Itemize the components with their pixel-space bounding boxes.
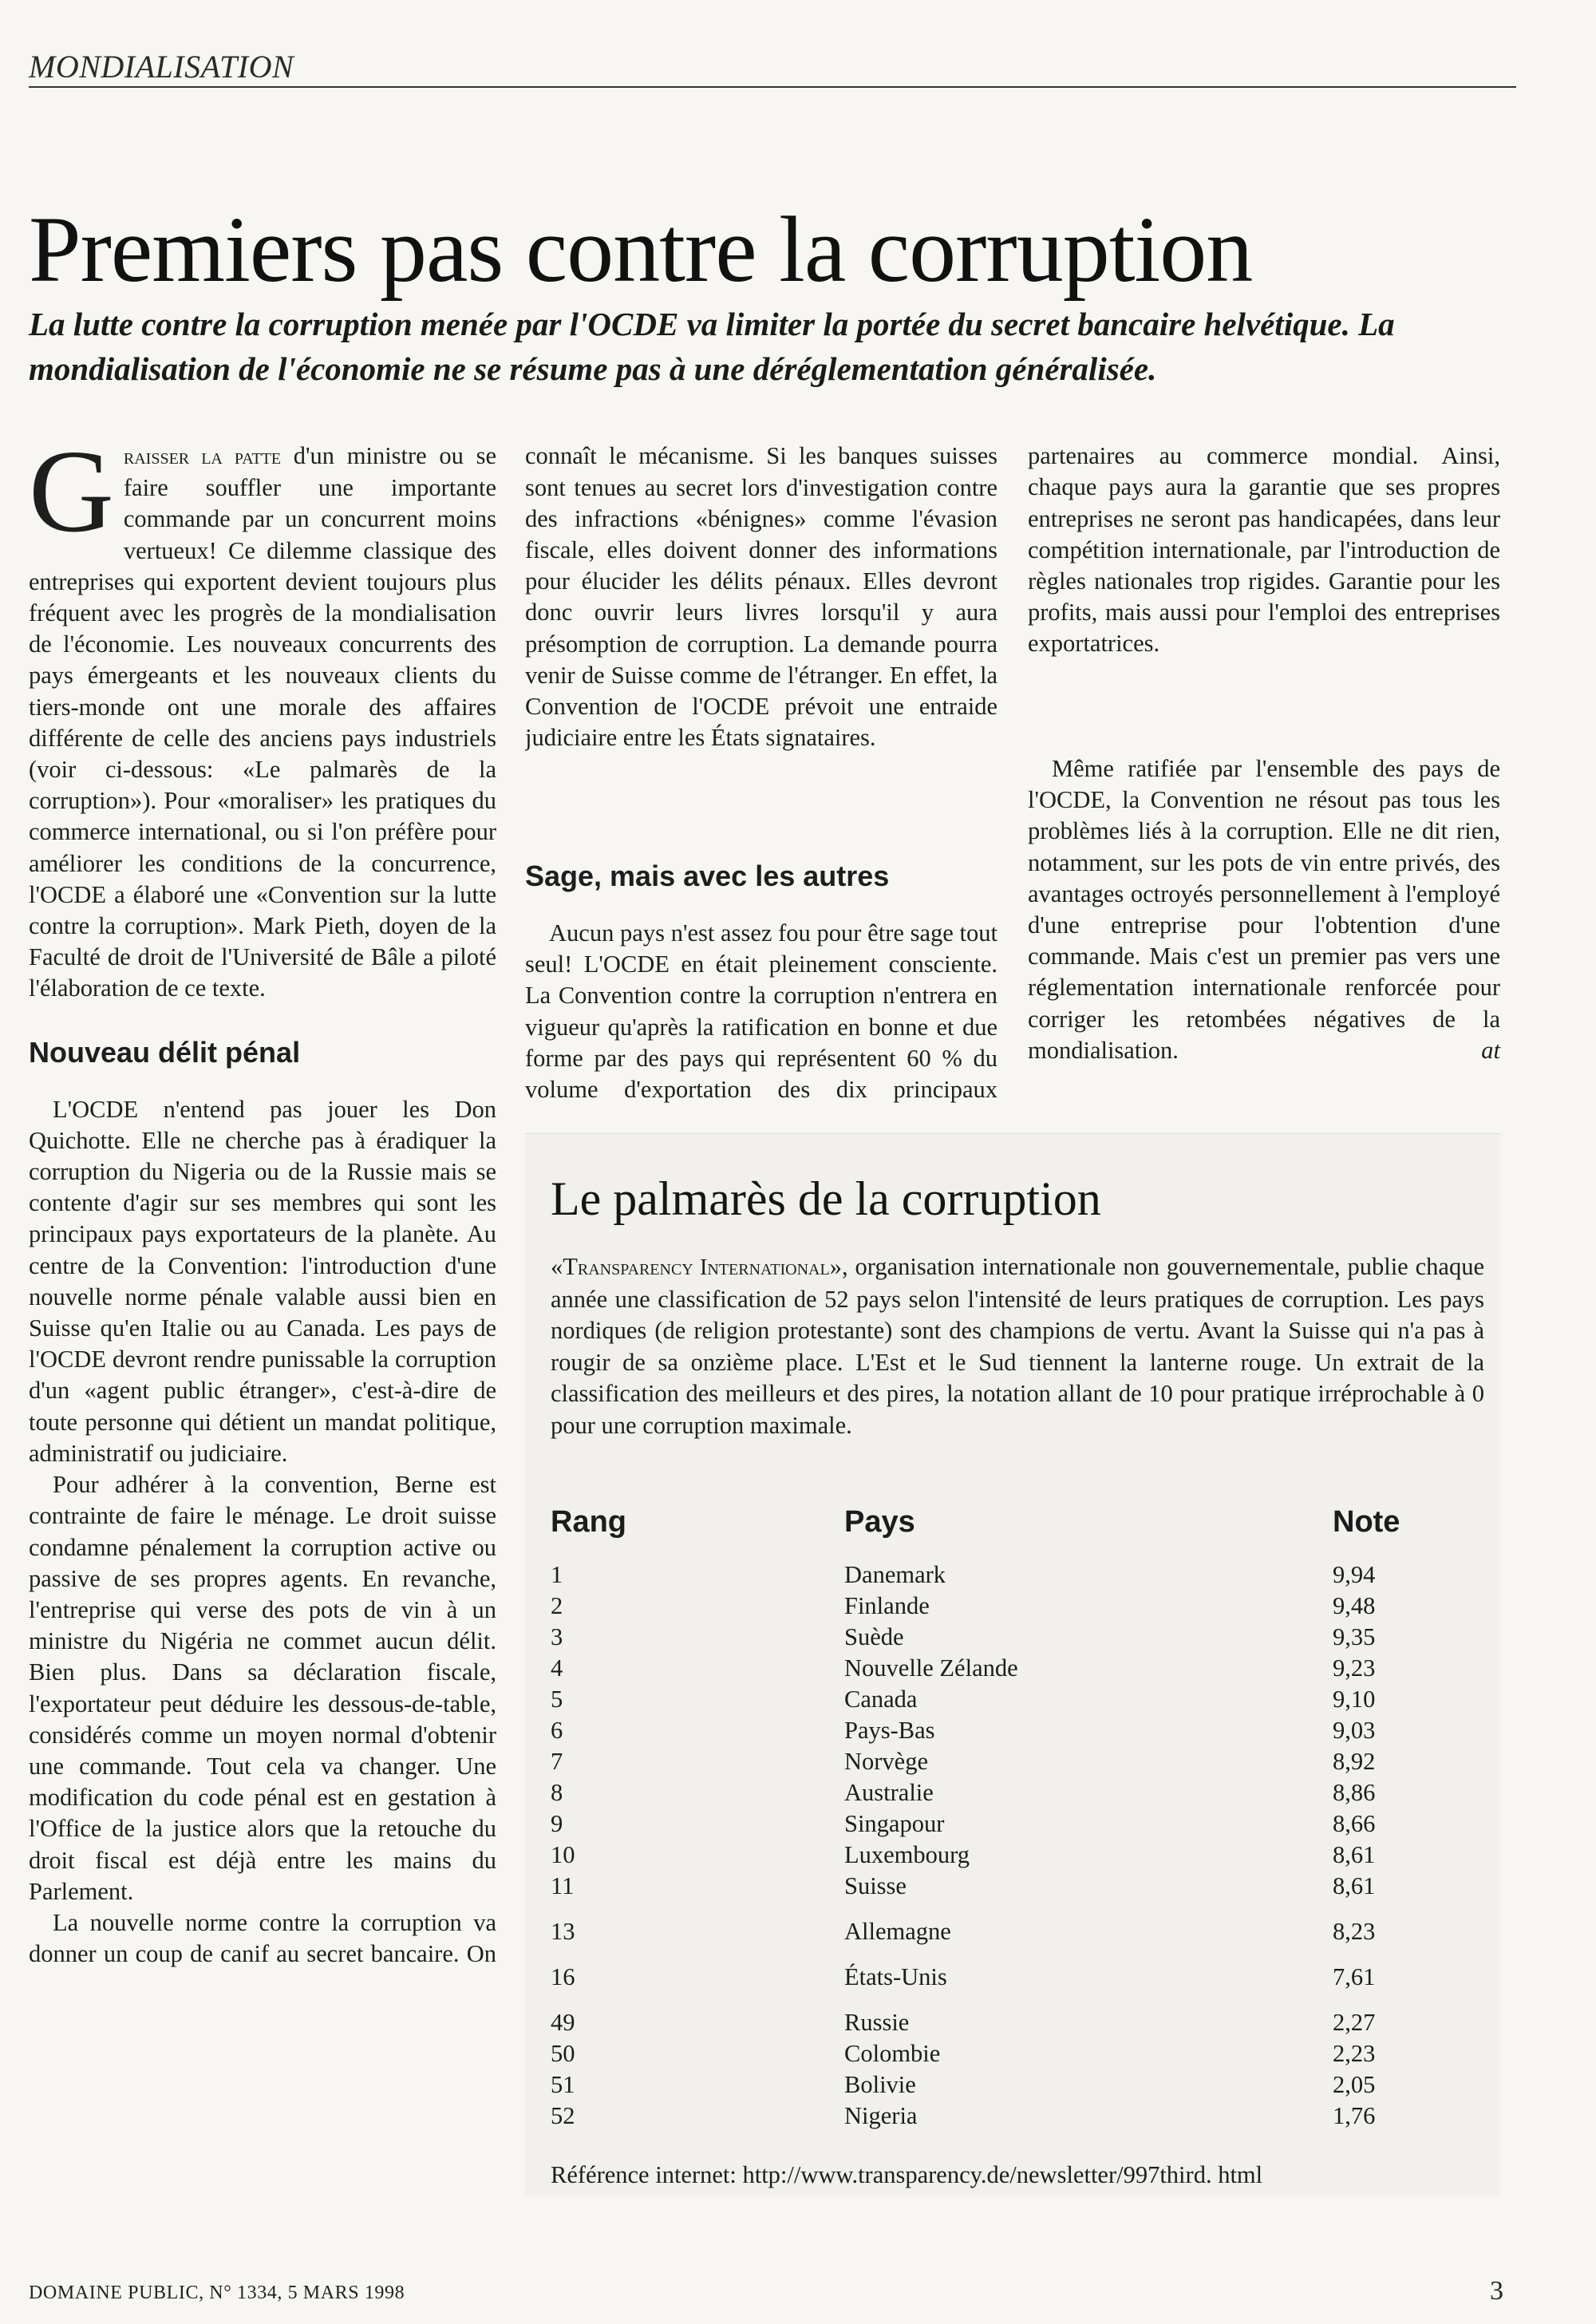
intro-organisation: ransparency International	[577, 1255, 830, 1280]
score-cell: 9,23	[1333, 1654, 1376, 1682]
table-row	[551, 1622, 1484, 1653]
country-cell: Danemark	[844, 1561, 946, 1588]
article-paragraph-4: La nouvelle norme contre la corruption va donner un coup de canif au secret bancaire. On	[29, 1908, 496, 1968]
header-rank: Rang	[551, 1504, 626, 1539]
article-paragraph-2: L'OCDE n'entend pas jouer les Don Quichotte. Elle ne cherche pas à éradiquer la corruption du Nigeria ou de la Russie mais se contente d'agir sur ses membres qui sont les principaux pays exportateurs de la planète. Au centre de la Convention: l'introduction d'une nouvelle norme pénale valable aussi bien en Suisse qu'en Italie ou au Canada. Les pays de l'OCDE devront rendre punissable la corruption d'un «agent public étranger», c'est-à-dire de toute personne qui détient un mandat politique, administratif ou judiciaire.	[29, 1095, 496, 1467]
score-cell: 2,23	[1333, 2040, 1376, 2067]
rank-cell: 10	[551, 1841, 575, 1868]
table-row	[551, 1559, 1484, 1591]
country-cell: Luxembourg	[844, 1841, 970, 1868]
ranking-header-row	[551, 1502, 1484, 1559]
article-paragraph-4-continued: connaît le mécanisme. Si les banques suisses sont tenues au secret lors d'investigation contre des infractions «bénignes» comme l'évasion fiscale, elles doivent donner des informations pour élucider les délits pénaux. Elles devront donc ouvrir leurs livres lorsqu'il y aura présomption de corruption. La demande pourra venir de Suisse comme de l'étranger. En effet, la Convention de l'OCDE prévoit une entraide judiciaire entre les États signataires.	[525, 442, 998, 752]
rank-cell: 9	[551, 1810, 563, 1837]
column-3-text-frame	[1028, 441, 1500, 753]
ranking-box-intro	[551, 1251, 1484, 1441]
article-paragraph-5-continued: partenaires au commerce mondial. Ainsi, chaque pays aura la garantie que ses propres entreprises ne seront pas handicapées, dans leur compétition internationale, par l'introduction de règles nationales trop rigides. Garantie pour les profits, mais aussi pour l'emploi des entreprises exportatrices.	[1028, 442, 1500, 658]
table-row	[551, 1746, 1484, 1777]
rank-cell: 16	[551, 1963, 575, 1990]
country-cell: Suède	[844, 1623, 904, 1650]
rank-cell: 7	[551, 1748, 563, 1775]
rank-cell: 8	[551, 1779, 563, 1806]
intro-quote-open: «T	[551, 1253, 578, 1280]
score-cell: 2,27	[1333, 2009, 1376, 2036]
article-paragraph-6	[1028, 753, 1500, 1066]
ranking-rows	[551, 1559, 1484, 2132]
rank-cell: 3	[551, 1623, 563, 1650]
table-row	[551, 1777, 1484, 1808]
rank-cell: 2	[551, 1592, 563, 1619]
rank-cell: 50	[551, 2040, 575, 2067]
section-label: MONDIALISATION	[29, 49, 294, 85]
score-cell: 8,92	[1333, 1748, 1376, 1775]
ranking-box-title: Le palmarès de la corruption	[551, 1172, 1101, 1225]
article-paragraph-1	[29, 426, 496, 1005]
table-row	[551, 1715, 1484, 1746]
small-caps-opening: raisser la patte	[123, 445, 282, 469]
rank-cell: 13	[551, 1918, 575, 1945]
table-row	[551, 1684, 1484, 1715]
score-cell: 7,61	[1333, 1963, 1376, 1990]
table-row	[551, 1840, 1484, 1871]
score-cell: 9,03	[1333, 1717, 1376, 1744]
table-row	[551, 1871, 1484, 1902]
rank-cell: 6	[551, 1717, 563, 1744]
table-row	[551, 1591, 1484, 1622]
country-cell: Nigeria	[844, 2102, 918, 2129]
country-cell: Colombie	[844, 2040, 941, 2067]
drop-cap: G	[29, 426, 114, 557]
table-row	[551, 1808, 1484, 1840]
country-cell: Finlande	[844, 1592, 930, 1619]
country-cell: Russie	[844, 2009, 910, 2036]
table-row	[551, 2069, 1484, 2101]
header-rule	[29, 86, 1516, 88]
paragraph-5-frame	[525, 918, 998, 1105]
page-number: 3	[1490, 2276, 1503, 2306]
subheading-sage: Sage, mais avec les autres	[525, 860, 890, 892]
country-cell: Suisse	[844, 1872, 907, 1899]
subheading-nouveau-delit: Nouveau délit pénal	[29, 1035, 301, 1069]
country-cell: Norvège	[844, 1748, 929, 1775]
country-cell: Canada	[844, 1686, 918, 1713]
paragraph-text: Même ratifiée par l'ensemble des pays de l'OCDE, la Convention ne résout pas tous les problèmes liés à la corruption. Elle ne dit rien, notamment, sur les pots de vin entre privés, des avantages octroyés personnellement à l'employé d'une entreprise pour l'obtention d'une commande. Mais c'est un premier pas vers une réglementation internationale renforcée pour corriger les retombées négatives de la mondialisation.	[1028, 755, 1500, 1064]
lead-paragraph: La lutte contre la corruption menée par l'OCDE va limiter la portée du secret bancaire helvétique. La mondialisation de l'économie ne se résume pas à une déréglementation généralisée.	[29, 306, 1395, 387]
score-cell: 8,61	[1333, 1872, 1376, 1899]
table-row	[551, 1902, 1484, 1947]
table-row	[551, 2038, 1484, 2069]
publication-footer: DOMAINE PUBLIC, N° 1334, 5 MARS 1998	[29, 2282, 405, 2303]
table-row	[551, 1947, 1484, 1993]
article-column-1	[29, 426, 496, 1970]
country-cell: Allemagne	[844, 1918, 951, 1945]
article-column-3	[1028, 441, 1500, 1066]
intro-text: », organisation internationale non gouvernementale, publie chaque année une classification de 52 pays selon l'intensité de leurs pratiques de corruption. Les pays nordiques (de religion protestante) sont des champions de vertu. Avant la Suisse qui n'a pas à rougir de sa onzième place. L'Est et le Sud tiennent la lanterne rouge. Un extrait de la classification des meilleurs et des pires, la notation allant de 10 pour pratique irréprochable à 0 pour une corruption maximale.	[551, 1253, 1485, 1439]
rank-cell: 5	[551, 1686, 563, 1713]
table-row	[551, 1653, 1484, 1684]
country-cell: Pays-Bas	[844, 1717, 935, 1744]
paragraph-text: d'un ministre ou se faire souffler une importante commande par un concurrent moins vertueux! Ce dilemme classique des entreprises qui exportent devient toujours plus fréquent avec les progrès de la mondialisation de l'économie. Les nouveaux concurrents des pays émergeants et les nouveaux clients du tiers-monde ont une morale des affaires différente de celle des anciens pays industriels (voir ci-dessous: «Le palmarès de la corruption»). Pour «moraliser» les pratiques du commerce international, ou si l'on préfère pour améliorer les conditions de la concurrence, l'OCDE a élaboré une «Convention sur la lutte contre la corruption». Mark Pieth, doyen de la Faculté de droit de l'Université de Bâle a piloté l'élaboration de ce texte.	[29, 442, 496, 1002]
score-cell: 9,94	[1333, 1561, 1376, 1588]
score-cell: 9,48	[1333, 1592, 1376, 1619]
article-column-2-lower	[525, 822, 998, 1105]
ranking-table	[551, 1502, 1484, 2132]
internet-reference: Référence internet: http://www.transparency.de/newsletter/997third. html	[551, 2161, 1263, 2188]
score-cell: 8,61	[1333, 1841, 1376, 1868]
score-cell: 8,86	[1333, 1779, 1376, 1806]
author-signature: at	[1481, 1036, 1500, 1064]
header-score: Note	[1333, 1504, 1400, 1539]
header-country: Pays	[844, 1504, 915, 1539]
country-cell: États-Unis	[844, 1963, 947, 1990]
country-cell: Bolivie	[844, 2071, 916, 2098]
score-cell: 2,05	[1333, 2071, 1376, 2098]
rank-cell: 1	[551, 1561, 563, 1588]
headline: Premiers pas contre la corruption	[29, 197, 1253, 302]
score-cell: 9,10	[1333, 1686, 1376, 1713]
rank-cell: 4	[551, 1654, 563, 1682]
country-cell: Australie	[844, 1779, 934, 1806]
rank-cell: 51	[551, 2071, 575, 2098]
score-cell: 1,76	[1333, 2102, 1376, 2129]
rank-cell: 52	[551, 2102, 575, 2129]
rank-cell: 11	[551, 1872, 575, 1899]
article-paragraph-3: Pour adhérer à la convention, Berne est contrainte de faire le ménage. Le droit suisse condamne pénalement la corruption active ou passive de ses propres agents. En revanche, l'entreprise qui verse des pots de vin à un ministre du Nigéria ne commet aucun délit. Bien plus. Dans sa déclaration fiscale, l'exportateur peut déduire les dessous-de-table, considérés comme un moyen normal d'obtenir une commande. Tout cela va changer. Une modification du code pénal est en gestation à l'Office de la justice alors que la retouche du droit fiscal est déjà entre les mains du Parlement.	[29, 1471, 496, 1905]
score-cell: 8,23	[1333, 1918, 1376, 1945]
table-row	[551, 1993, 1484, 2038]
article-paragraph-5: Aucun pays n'est assez fou pour être sage tout seul! L'OCDE en était pleinement consciente. La Convention contre la corruption n'entrera en vigueur qu'après la ratification en bonne et due forme par des pays qui représentent 60 % du volume d'exportation des dix principaux	[525, 919, 998, 1104]
rank-cell: 49	[551, 2009, 575, 2036]
country-cell: Nouvelle Zélande	[844, 1654, 1018, 1682]
table-row	[551, 2101, 1484, 2132]
score-cell: 8,66	[1333, 1810, 1376, 1837]
score-cell: 9,35	[1333, 1623, 1376, 1650]
country-cell: Singapour	[844, 1810, 945, 1837]
